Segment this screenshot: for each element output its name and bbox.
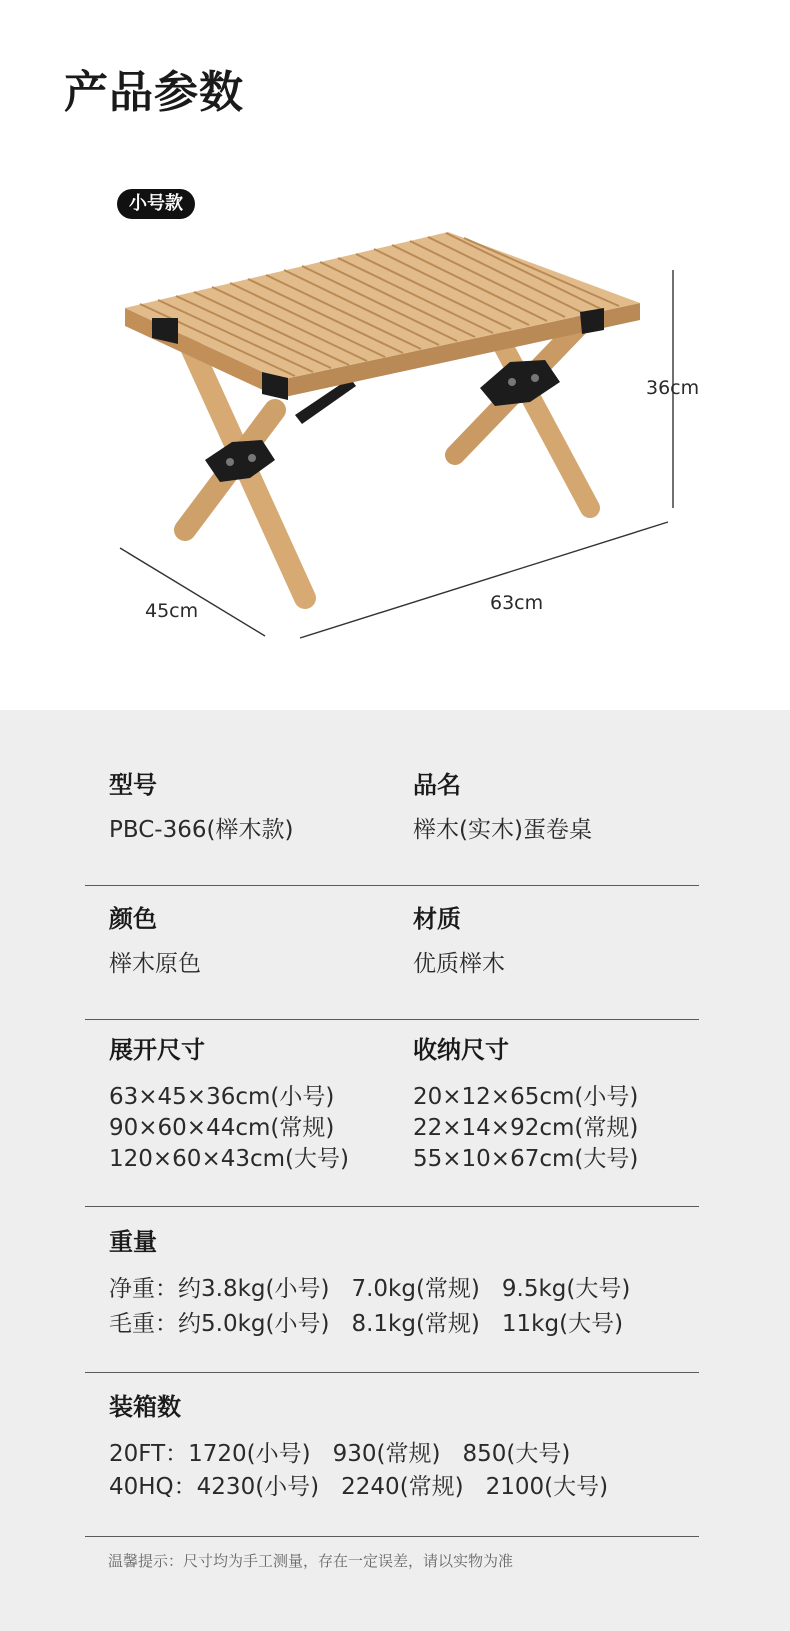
unfolded-size-regular: 90×60×44cm(常规) xyxy=(109,1115,335,1141)
carton-20ft-line xyxy=(109,1439,570,1470)
carton-40hq-large: 2100(大号) xyxy=(485,1474,609,1500)
carton-40hq-small: 40HQ：4230(小号) xyxy=(109,1474,320,1500)
spec-table xyxy=(0,710,790,1631)
carton-20ft-regular: 930(常规) xyxy=(332,1441,441,1467)
net-weight-line xyxy=(109,1274,630,1305)
depth-line xyxy=(120,548,265,636)
net-weight-small: 净重：约3.8kg(小号) xyxy=(109,1276,330,1302)
folded-size-large: 55×10×67cm(大号) xyxy=(413,1146,639,1172)
carton-20ft-small: 20FT：1720(小号) xyxy=(109,1441,311,1467)
spec-row-model xyxy=(85,770,699,886)
height-dimension-label: 36cm xyxy=(646,377,700,399)
product-name-value: 榉木(实木)蛋卷桌 xyxy=(413,817,592,843)
table-illustration xyxy=(0,0,790,710)
unfolded-size-small: 63×45×36cm(小号) xyxy=(109,1084,335,1110)
model-label: 型号 xyxy=(109,771,157,799)
carton-count-label: 装箱数 xyxy=(109,1393,181,1421)
product-image-section xyxy=(0,0,790,710)
product-name-label: 品名 xyxy=(413,771,461,799)
gross-weight-line xyxy=(109,1309,623,1340)
net-weight-large: 9.5kg(大号) xyxy=(501,1276,631,1302)
spec-row-weight xyxy=(85,1227,699,1373)
spec-row-color xyxy=(85,904,699,1020)
measurement-note: 温馨提示：尺寸均为手工测量，存在一定误差，请以实物为准 xyxy=(108,1552,514,1570)
weight-label: 重量 xyxy=(109,1228,157,1256)
carton-20ft-large: 850(大号) xyxy=(462,1441,571,1467)
carton-40hq-line xyxy=(109,1472,608,1503)
gross-weight-large: 11kg(大号) xyxy=(501,1311,624,1337)
folded-size-regular: 22×14×92cm(常规) xyxy=(413,1115,639,1141)
size-badge: 小号款 xyxy=(117,189,195,219)
page-title: 产品参数 xyxy=(64,67,244,118)
width-dimension-label: 63cm xyxy=(490,592,544,614)
spec-row-carton xyxy=(85,1392,699,1537)
depth-dimension-label: 45cm xyxy=(145,600,199,622)
unfolded-size-label: 展开尺寸 xyxy=(109,1036,205,1064)
color-label: 颜色 xyxy=(109,905,157,933)
gross-weight-small: 毛重：约5.0kg(小号) xyxy=(109,1311,330,1337)
folded-size-label: 收纳尺寸 xyxy=(413,1036,509,1064)
net-weight-regular: 7.0kg(常规) xyxy=(351,1276,480,1302)
width-line xyxy=(300,522,668,638)
carton-40hq-regular: 2240(常规) xyxy=(341,1474,464,1500)
material-value: 优质榉木 xyxy=(413,951,505,977)
model-value: PBC-366(榉木款) xyxy=(109,817,294,843)
spec-row-size xyxy=(85,1035,699,1207)
folded-size-small: 20×12×65cm(小号) xyxy=(413,1084,639,1110)
material-label: 材质 xyxy=(413,905,461,933)
color-value: 榉木原色 xyxy=(109,951,201,977)
gross-weight-regular: 8.1kg(常规) xyxy=(351,1311,480,1337)
unfolded-size-large: 120×60×43cm(大号) xyxy=(109,1146,349,1172)
